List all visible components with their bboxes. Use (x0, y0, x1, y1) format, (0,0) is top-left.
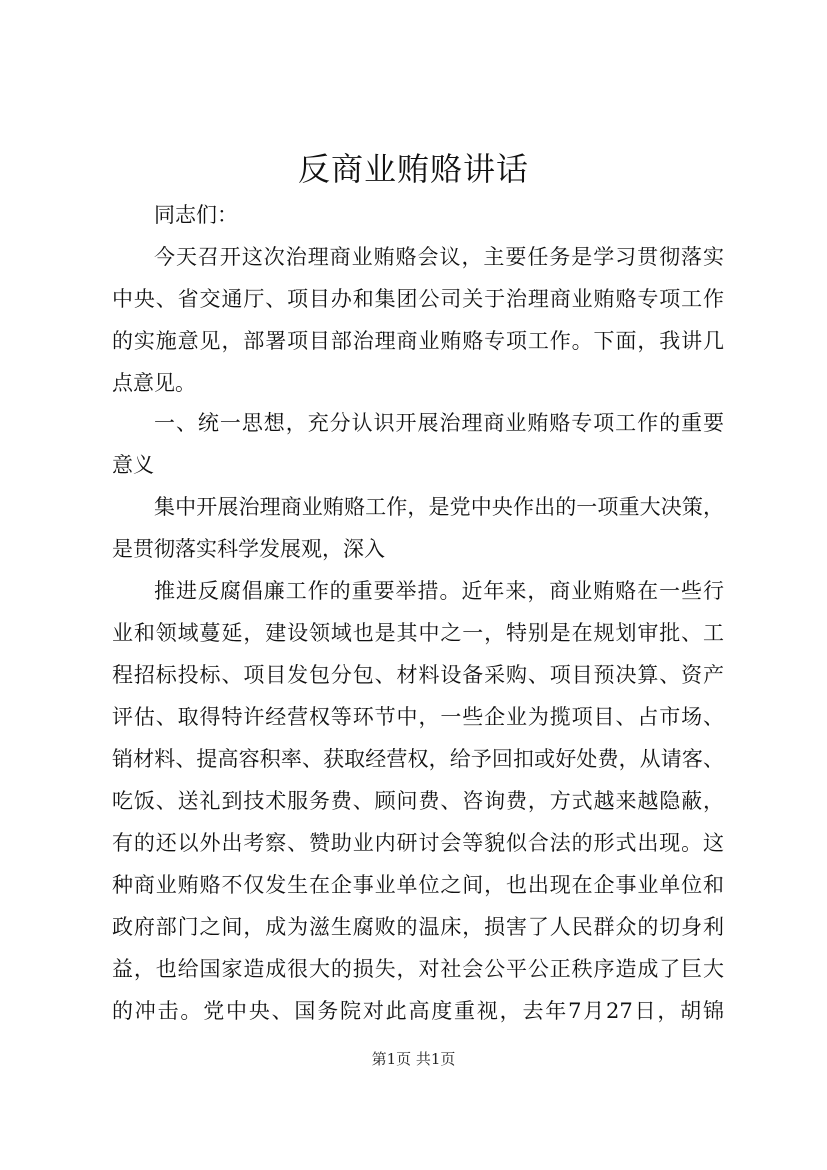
text-line: 程招标投标、项目发包分包、材料设备采购、项目预决算、资产 (112, 663, 724, 687)
document-title: 反商业贿赂讲话 (297, 150, 529, 188)
text-line: 是贯彻落实科学发展观，深入 (112, 537, 385, 561)
text-line: 的实施意见，部署项目部治理商业贿赂专项工作。下面，我讲几 (112, 329, 724, 353)
text-line: 集中开展治理商业贿赂工作，是党中央作出的一项重大决策， (154, 495, 724, 519)
text-line: 中央、省交通厅、项目办和集团公司关于治理商业贿赂专项工作 (112, 287, 724, 311)
text-line: 益，也给国家造成很大的损失，对社会公平公正秩序造成了巨大 (112, 957, 724, 981)
text-line: 吃饭、送礼到技术服务费、顾问费、咨询费，方式越来越隐蔽， (112, 789, 724, 813)
text-line: 点意见。 (112, 371, 196, 395)
page-number-footer: 第1页 共1页 (371, 1050, 456, 1068)
text-line: 种商业贿赂不仅发生在企事业单位之间，也出现在企事业单位和 (112, 873, 724, 897)
text-line: 政府部门之间，成为滋生腐败的温床，损害了人民群众的切身利 (112, 915, 724, 939)
text-line: 销材料、提高容积率、获取经营权，给予回扣或好处费，从请客、 (112, 747, 724, 771)
text-line: 的冲击。党中央、国务院对此高度重视，去年7月27日，胡锦 (112, 999, 724, 1023)
text-line: 推进反腐倡廉工作的重要举措。近年来，商业贿赂在一些行 (154, 579, 724, 603)
text-line: 评估、取得特许经营权等环节中，一些企业为揽项目、占市场、 (112, 705, 724, 729)
text-line: 今天召开这次治理商业贿赂会议，主要任务是学习贯彻落实 (154, 245, 724, 269)
text-line-salutation: 同志们： (154, 203, 238, 227)
section-heading-line: 一、统一思想，充分认识开展治理商业贿赂专项工作的重要 (154, 411, 724, 435)
text-line: 有的还以外出考察、赞助业内研讨会等貌似合法的形式出现。这 (112, 831, 724, 855)
text-line: 业和领域蔓延，建设领域也是其中之一，特别是在规划审批、工 (112, 621, 724, 645)
section-heading-line: 意义 (112, 453, 154, 477)
